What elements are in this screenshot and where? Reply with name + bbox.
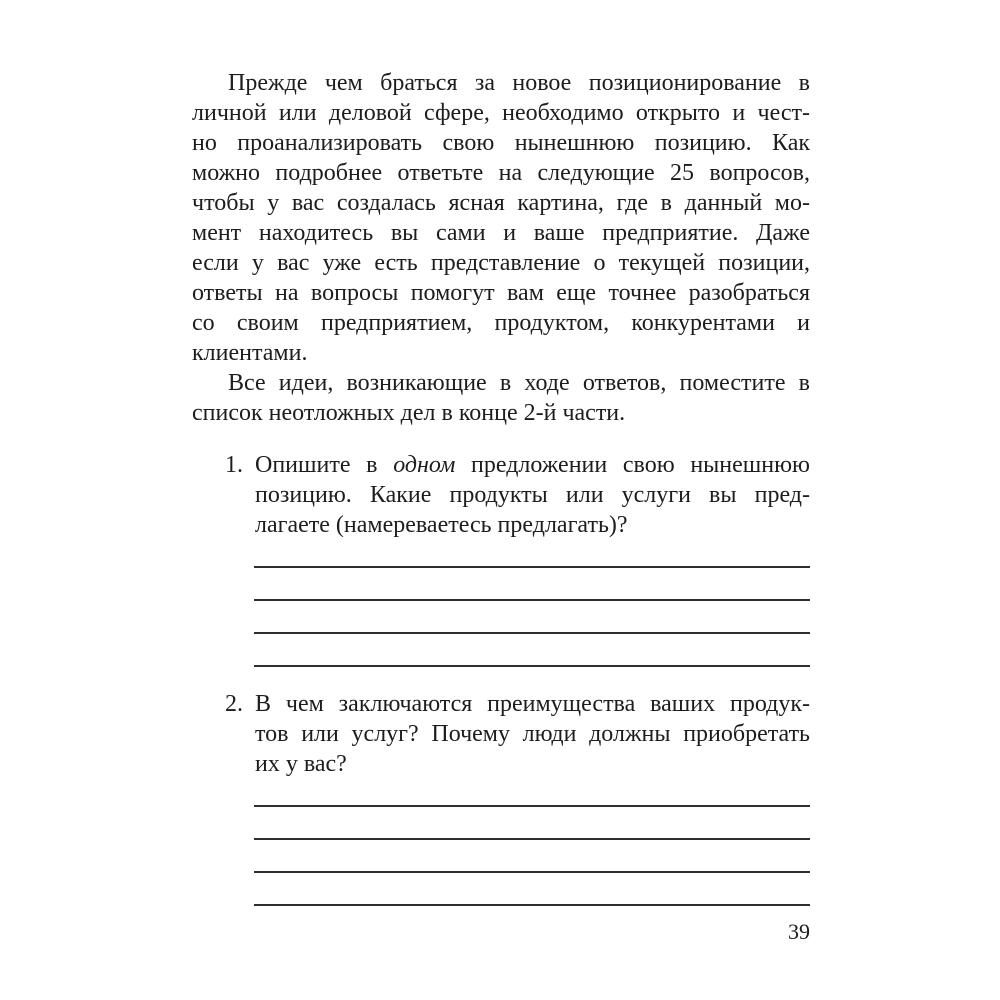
question-item-2 <box>192 689 810 779</box>
text-segment: предложении свою нынешнюю <box>455 452 810 478</box>
answer-blank-line <box>254 807 810 840</box>
text-line <box>192 248 810 278</box>
text-segment: позицию. Какие продукты или услуги вы пред- <box>255 482 810 508</box>
text-line <box>192 368 810 398</box>
answer-blank-line <box>254 840 810 873</box>
text-segment: Прежде чем браться за новое позиционирование в <box>228 70 810 96</box>
text-line <box>192 98 810 128</box>
answer-lines-block <box>254 540 810 667</box>
text-line <box>255 689 810 719</box>
text-line <box>192 338 810 368</box>
text-segment: можно подробнее ответьте на следующие 25 вопросов, <box>192 160 810 186</box>
text-line <box>255 450 810 480</box>
answer-blank-line <box>254 601 810 634</box>
answer-blank-line <box>254 568 810 601</box>
answer-lines-block <box>254 779 810 906</box>
text-segment: Все идеи, возникающие в ходе ответов, поместите в <box>228 370 810 396</box>
text-segment: если у вас уже есть представление о текущей позиции, <box>192 250 810 276</box>
note-paragraph <box>192 368 810 428</box>
answer-blank-line <box>254 634 810 667</box>
answer-blank-line <box>254 873 810 906</box>
question-number: 1. <box>225 452 243 478</box>
text-segment: клиентами. <box>192 340 308 366</box>
text-line <box>192 188 810 218</box>
answer-blank-line <box>254 540 810 568</box>
paragraphs-block <box>192 68 810 428</box>
text-segment: со своим предприятием, продуктом, конкурентами и <box>192 310 810 336</box>
text-line <box>192 128 810 158</box>
questions-block <box>192 450 810 906</box>
text-line <box>255 749 810 779</box>
italic-text: одном <box>393 452 456 478</box>
text-line <box>192 308 810 338</box>
answer-blank-line <box>254 779 810 807</box>
text-segment: мент находитесь вы сами и ваше предприятие. Даже <box>192 220 810 246</box>
text-segment: ответы на вопросы помогут вам еще точнее разобраться <box>192 280 810 306</box>
question-item-1 <box>192 450 810 540</box>
text-line <box>192 278 810 308</box>
text-segment: Опишите в <box>255 452 394 478</box>
text-line <box>192 158 810 188</box>
text-line <box>255 719 810 749</box>
text-line <box>192 68 810 98</box>
text-segment: чтобы у вас создалась ясная картина, где в данный мо- <box>192 190 810 216</box>
text-segment: тов или услуг? Почему люди должны приобретать <box>255 721 810 747</box>
text-line <box>255 510 810 540</box>
text-segment: лагаете (намереваетесь предлагать)? <box>255 512 628 538</box>
page-number: 39 <box>788 919 810 944</box>
text-segment: В чем заключаются преимущества ваших продук- <box>255 691 810 717</box>
text-segment: но проанализировать свою нынешнюю позицию. Как <box>192 130 810 156</box>
text-segment: их у вас? <box>255 751 347 777</box>
text-line <box>192 398 810 428</box>
question-number: 2. <box>225 691 243 717</box>
text-segment: личной или деловой сфере, необходимо открыто и чест- <box>192 100 810 126</box>
text-column <box>192 68 810 945</box>
text-segment: список неотложных дел в конце 2-й части. <box>192 400 626 426</box>
text-line <box>255 480 810 510</box>
intro-paragraph <box>192 68 810 368</box>
text-line <box>192 218 810 248</box>
